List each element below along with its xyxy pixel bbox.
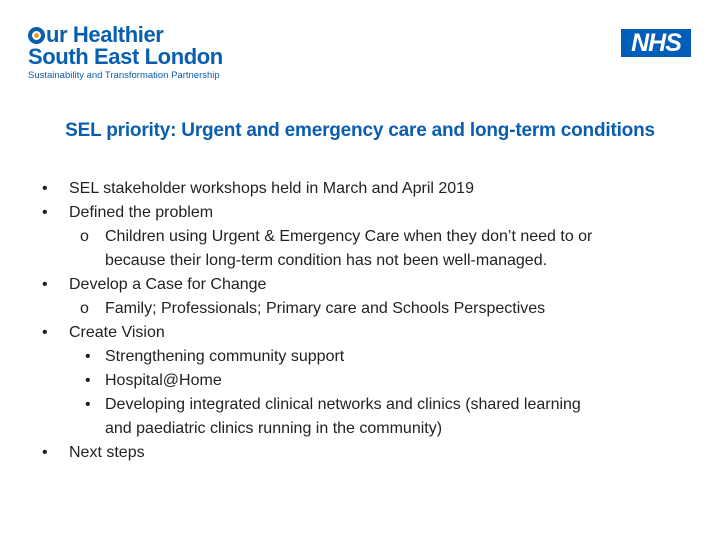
bullet-marker: • [42,276,48,293]
bullet-marker: o [80,228,89,245]
bullet-text: Family; Professionals; Primary care and Schools Perspectives [105,300,546,317]
bullet-marker: • [85,396,91,413]
bullet-text: Defined the problem [69,204,214,221]
logo-subtitle: Sustainability and Transformation Partnership [28,70,220,81]
nhs-logo: NHS [621,29,691,57]
bullet-marker: • [42,204,48,221]
bullet-marker: • [42,444,48,461]
bullet-marker: • [85,348,91,365]
our-healthier-sel-logo [28,24,248,82]
bullet-marker: o [80,300,89,317]
bullet-marker: • [42,324,48,341]
page-title: SEL priority: Urgent and emergency care and long-term conditions [65,120,655,141]
bullet-text: SEL stakeholder workshops held in March and April 2019 [69,180,474,197]
bullet-text: Developing integrated clinical networks and clinics (shared learning [105,396,581,413]
bullet-text: Next steps [69,444,145,461]
logo-line-1-text: ur Healthier [46,22,164,47]
bullet-text: Hospital@Home [105,372,222,389]
bullet-text: Children using Urgent & Emergency Care when they don’t need to or [105,228,593,245]
bullet-marker: • [85,372,91,389]
bullet-text: Create Vision [69,324,165,341]
logo-line-1 [28,24,248,46]
logo-line-2: South East London [28,44,223,69]
bullet-text: Develop a Case for Change [69,276,267,293]
bullet-marker: • [42,180,48,197]
logo-o-icon [28,27,45,44]
bullet-text: Strengthening community support [105,348,345,365]
bullet-text: because their long-term condition has not been well-managed. [105,252,548,269]
bullet-text: and paediatric clinics running in the community) [105,420,443,437]
